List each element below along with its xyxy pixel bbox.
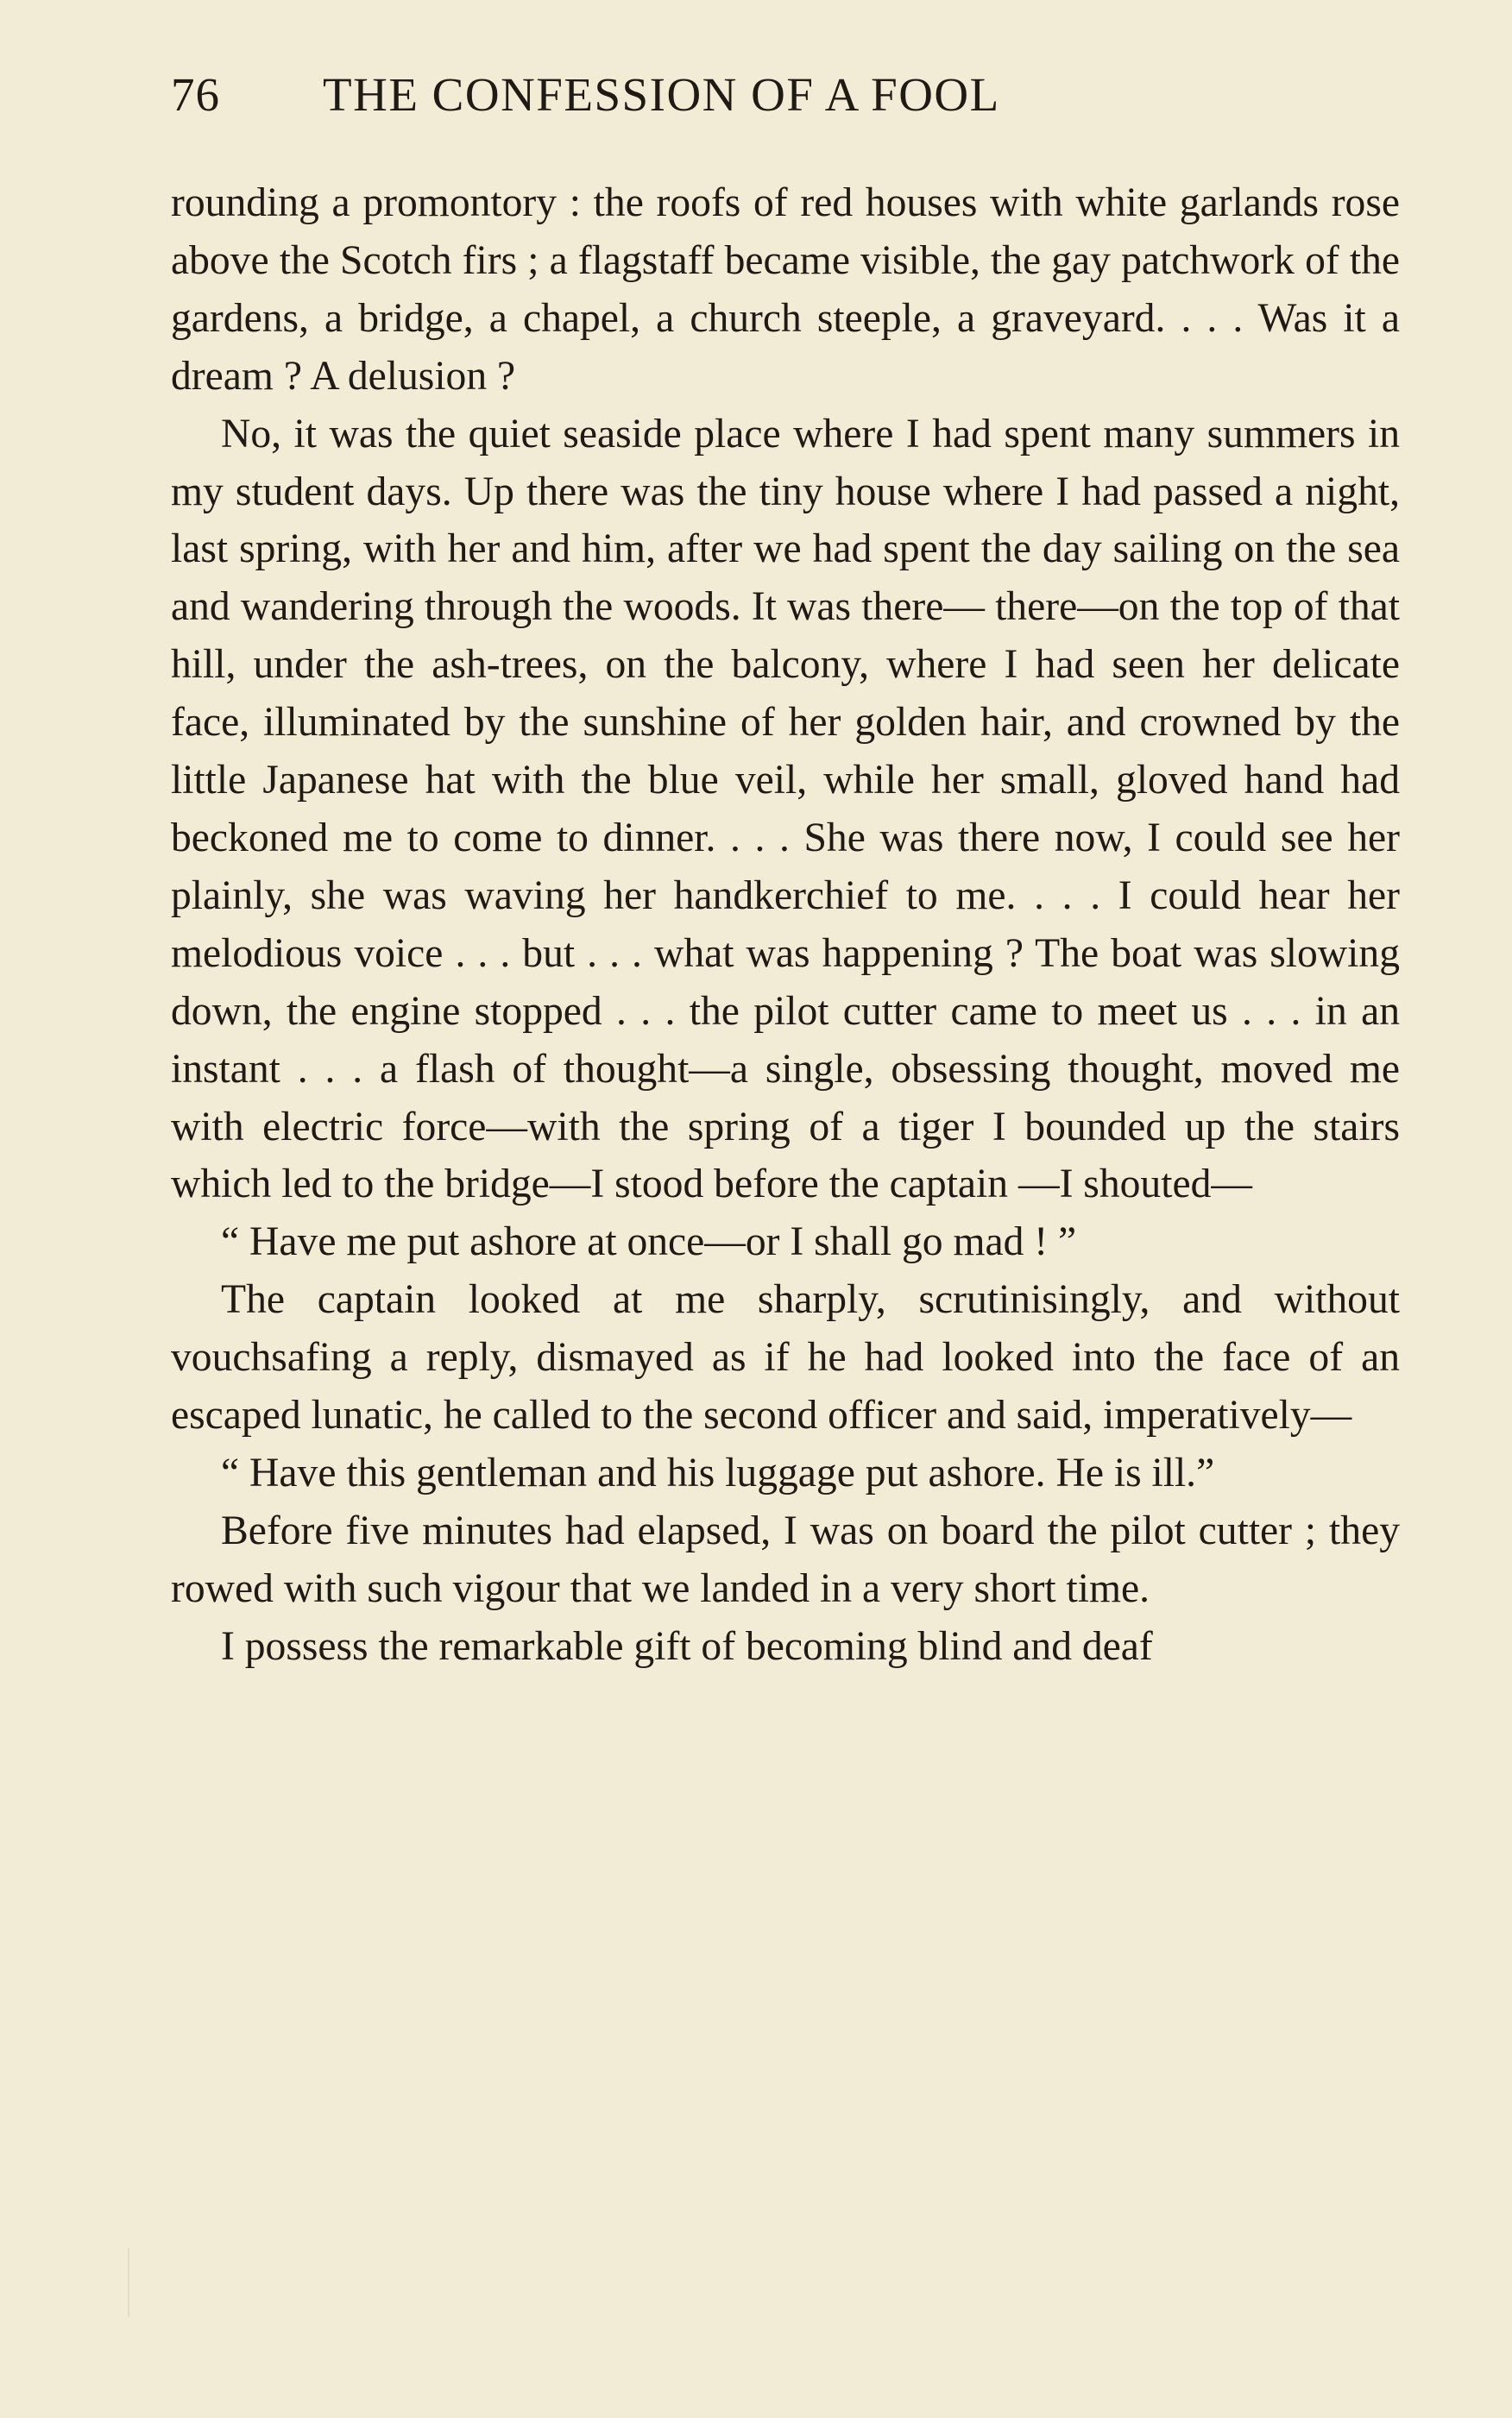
page-number: 76 — [171, 68, 220, 121]
running-title: THE CONFESSION OF A FOOL — [323, 68, 1000, 121]
paragraph: I possess the remarkable gift of becoming blind and deaf — [221, 1623, 1153, 1669]
paragraph: Before five minutes had elapsed, I was on board the pilot cutter ; they rowed with such vigour that we landed in a very short time. — [171, 1508, 1400, 1611]
paragraph-continued: rounding a promontory : the roofs of red houses with white garlands rose above the Scotch firs ; a flagstaff became visible, the gay patchwork of the gardens, a bridge, a chapel, a church steeple, a graveyard. . . . Was it a dream ? A delusion ? — [171, 180, 1400, 399]
body-text — [171, 174, 1400, 1676]
running-header — [171, 67, 1400, 136]
paragraph: The captain looked at me sharply, scrutinisingly, and without vouchsafing a reply, dismayed as if he had looked into the face of an escaped lunatic, he called to the second officer and said, imperatively— — [171, 1277, 1400, 1439]
dialogue-line: “ Have me put ashore at once—or I shall go mad ! ” — [221, 1219, 1077, 1265]
paragraph: No, it was the quiet seaside place where I had spent many summers in my student days. Up there was the tiny house where I had passed a night, last spring, with her and him, after we had spent the day sailing on the sea and wandering through the woods. It was there— there—on the top of that hill, under the ash-trees, on the balcony, where I had seen her delicate face, illuminated by the sunshine of her golden hair, and crowned by the little Japanese hat with the blue veil, while her small, gloved hand had beckoned me to come to dinner. . . . She was there now, I could see her plainly, she was waving her handkerchief to me. . . . I could hear her melodious voice . . . but . . . what was happening ? The boat was slowing down, the engine stopped . . . the pilot cutter came to meet us . . . in an instant . . . a flash of thought—a single, obsessing thought, moved me with electric force—with the spring of a tiger I bounded up the stairs which led to the bridge—I stood before the captain —I shouted— — [171, 411, 1400, 1207]
dialogue-line: “ Have this gentleman and his luggage put ashore. He is ill.” — [221, 1450, 1215, 1496]
page-edge-mark — [128, 2248, 129, 2317]
book-page — [171, 67, 1400, 1669]
